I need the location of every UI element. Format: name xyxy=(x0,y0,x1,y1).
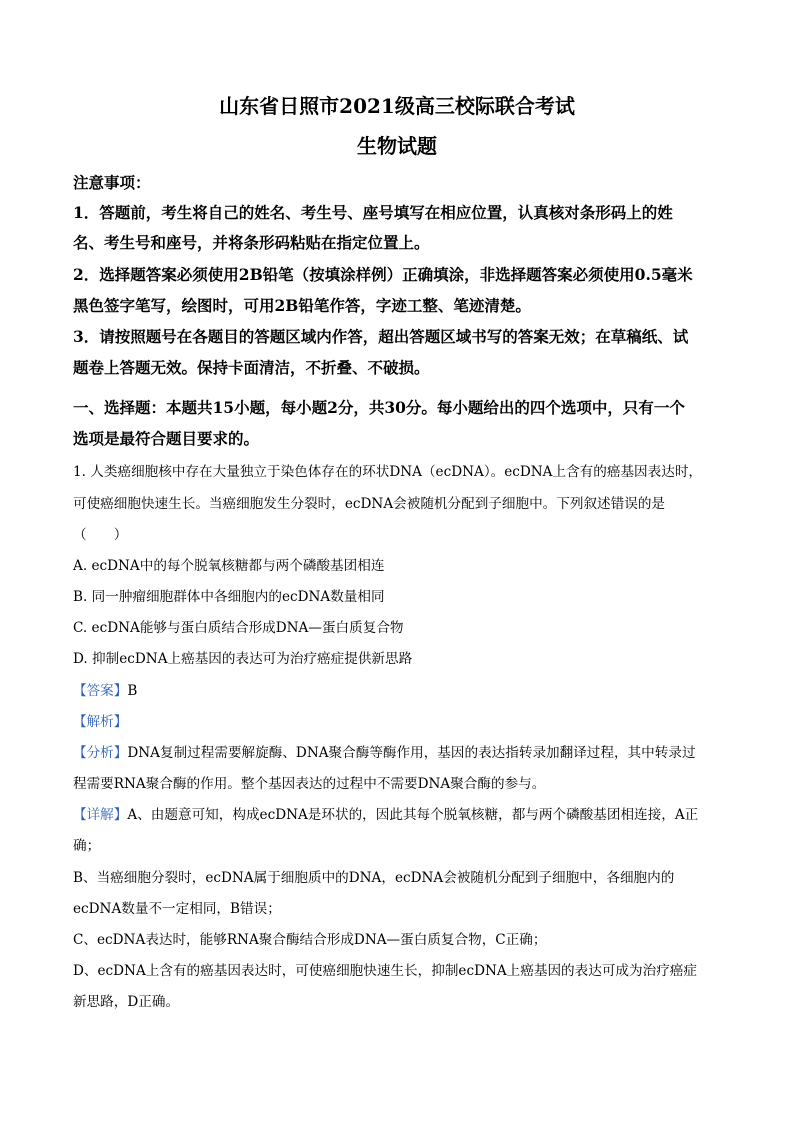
page-subtitle: 生物试题 xyxy=(357,134,437,158)
analysis-line xyxy=(73,837,100,855)
question-stem: 1. 人类癌细胞核中存在大量独立于染色体存在的环状DNA（ecDNA）。ecDNA上含有的癌基因表达时， xyxy=(73,464,703,480)
answer-line xyxy=(73,682,137,700)
analysis-text: B、当癌细胞分裂时，ecDNA属于细胞质中的DNA，ecDNA会被随机分配到子细胞中，各细胞内的 xyxy=(73,870,675,886)
notice-line: 3．请按照题号在各题目的答题区域内作答，超出答题区域书写的答案无效；在草稿纸、试 xyxy=(73,327,689,346)
section-heading: 一、选择题：本题共15小题，每小题2分，共30分。每小题给出的四个选项中，只有一个 xyxy=(73,398,685,417)
notice-line: 1．答题前，考生将自己的姓名、考生号、座号填写在相应位置，认真核对条形码上的姓 xyxy=(73,203,673,222)
analysis-line xyxy=(73,869,674,887)
analysis-line xyxy=(73,993,179,1011)
notice-line: 题卷上答题无效。保持卡面清洁，不折叠、不破损。 xyxy=(73,358,430,377)
option-c: C. ecDNA能够与蛋白质结合形成DNA—蛋白质复合物 xyxy=(73,620,404,636)
option-d: D. 抑制ecDNA上癌基因的表达可为治疗癌症提供新思路 xyxy=(73,651,413,667)
option-a: A. ecDNA中的每个脱氧核糖都与两个磷酸基团相连 xyxy=(73,558,385,574)
analysis-text: 确； xyxy=(73,838,101,854)
detail-subtag: 【详解】 xyxy=(73,807,128,823)
analysis-line xyxy=(73,900,281,918)
option-b: B. 同一肿瘤细胞群体中各细胞内的ecDNA数量相同 xyxy=(73,589,385,605)
question-stem: 可使癌细胞快速生长。当癌细胞发生分裂时，ecDNA会被随机分配到子细胞中。下列叙述错误的是 xyxy=(73,496,666,512)
analysis-tag: 【解析】 xyxy=(73,714,128,730)
page-title: 山东省日照市2021级高三校际联合考试 xyxy=(219,94,575,118)
analysis-text: DNA复制过程需要解旋酶、DNA聚合酶等酶作用，基因的表达指转录加翻译过程，其中转录过 xyxy=(127,745,696,761)
analysis-text: 程需要RNA聚合酶的作用。整个基因表达的过程中不需要DNA聚合酶的参与。 xyxy=(73,776,546,792)
analysis-text: 新思路，D正确。 xyxy=(73,994,180,1010)
analysis-text: A、由题意可知，构成ecDNA是环状的，因此其每个脱氧核糖，都与两个磷酸基团相连接，A正 xyxy=(127,807,699,823)
analysis-line xyxy=(73,806,698,824)
answer-value: B xyxy=(127,683,138,699)
notice-line: 名、考生号和座号，并将条形码粘贴在指定位置上。 xyxy=(73,233,430,252)
notice-line: 黑色签字笔写，绘图时，可用2B铅笔作答，字迹工整、笔迹清楚。 xyxy=(73,296,531,315)
analysis-text: ecDNA数量不一定相同，B错误； xyxy=(73,901,281,917)
section-heading-cont: 选项是最符合题目要求的。 xyxy=(73,429,260,448)
analysis-subtag: 【分析】 xyxy=(73,745,128,761)
notice-line: 2．选择题答案必须使用2B铅笔（按填涂样例）正确填涂，非选择题答案必须使用0.5毫米 xyxy=(73,265,693,284)
question-stem: （ ） xyxy=(73,527,128,543)
analysis-line xyxy=(73,931,546,949)
analysis-text: D、ecDNA上含有的癌基因表达时，可使癌细胞快速生长，抑制ecDNA上癌基因的表达可成为治疗癌症 xyxy=(73,963,697,979)
analysis-line xyxy=(73,744,696,762)
analysis-line xyxy=(73,962,697,980)
analysis-line xyxy=(73,775,545,793)
analysis-tag-line xyxy=(73,713,127,731)
answer-tag: 【答案】 xyxy=(73,683,128,699)
notice-heading: 注意事项： xyxy=(73,173,151,192)
analysis-text: C、ecDNA表达时，能够RNA聚合酶结合形成DNA—蛋白质复合物，C正确； xyxy=(73,932,547,948)
